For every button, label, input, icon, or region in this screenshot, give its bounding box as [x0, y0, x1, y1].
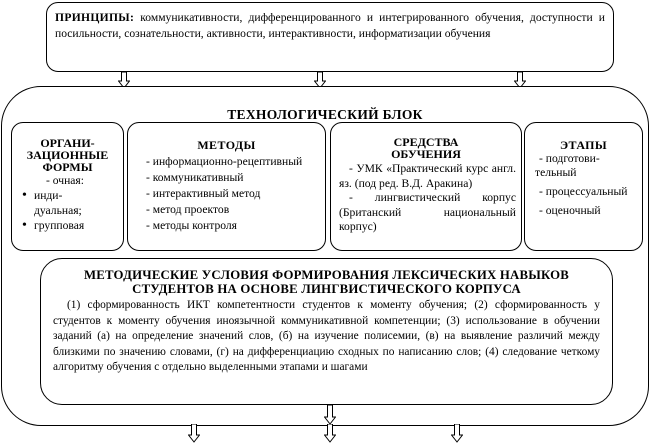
principles-box — [46, 2, 614, 72]
arrow-down-icon — [324, 424, 336, 443]
list-item: - коммуникативный — [146, 171, 244, 184]
list-item: - интерактивный метод — [146, 187, 261, 200]
org-forms-card — [11, 122, 124, 251]
conditions-text: (1) сформированность ИКТ компетентности студентов к моменту обучения; (2) сформированность у студентов к моменту обучения иноязычной коммуникативной компетенции; (3) использование в обучении заданий (а) на определение значений слов, (б) на изучение полисемии, (в) на выявление различий между близкими по значению словами, (г) на дифференциацию сходных по написанию слов; (4) следование четкому алгоритму обучения с отдельно выделенными этапами и шагами — [53, 299, 600, 374]
principles-text — [55, 10, 605, 42]
list-item: - УМК «Практический курс англ. яз. (под ред. В.Д. Аракина) — [339, 162, 516, 190]
list-item: - метод проектов — [146, 203, 230, 216]
list-item: дуальная; — [34, 204, 82, 217]
list-item: - методы контроля — [146, 219, 238, 232]
stages-list — [525, 152, 642, 218]
list-item: • инди- — [24, 188, 123, 203]
org-forms-title: ОРГАНИ- ЗАЦИОННЫЕ ФОРМЫ — [26, 136, 109, 174]
principles-list: коммуникативности, дифференцированного и интегрированного обучения, доступности и посильности, сознательности, активности, интерактивности, информатизации обучения — [55, 11, 605, 40]
org-forms-list — [12, 173, 123, 233]
list-item: - очная: — [46, 174, 84, 187]
list-item: - подготови- — [539, 152, 600, 165]
methods-list — [128, 154, 325, 234]
list-item: - лингвистический корпус (Британский национальный корпус) — [339, 191, 516, 233]
stages-card — [524, 122, 643, 251]
means-card — [330, 122, 522, 251]
tech-block-title: ТЕХНОЛОГИЧЕСКИЙ БЛОК — [227, 107, 423, 122]
methods-card — [127, 122, 326, 251]
arrow-down-icon — [188, 424, 200, 443]
list-item: - процессуальный — [539, 185, 628, 198]
list-item: тельный — [535, 166, 577, 179]
list-item: • групповая — [24, 218, 123, 233]
principles-label: ПРИНЦИПЫ: — [55, 11, 135, 24]
means-title: СРЕДСТВА ОБУЧЕНИЯ — [391, 135, 461, 161]
list-item: - информационно-рецептивный — [146, 155, 303, 168]
stages-title: ЭТАПЫ — [559, 138, 608, 152]
arrow-down-icon — [451, 424, 463, 443]
arrow-down-icon — [324, 405, 336, 425]
conditions-box — [40, 258, 613, 405]
methods-title: МЕТОДЫ — [197, 138, 256, 152]
means-list — [331, 162, 521, 235]
list-item: - оценочный — [539, 204, 601, 217]
conditions-title: МЕТОДИЧЕСКИЕ УСЛОВИЯ ФОРМИРОВАНИЯ ЛЕКСИЧЕСКИХ НАВЫКОВ СТУДЕНТОВ НА ОСНОВЕ ЛИНГВИСТИЧЕСКОГО КОРПУСА — [83, 268, 570, 296]
